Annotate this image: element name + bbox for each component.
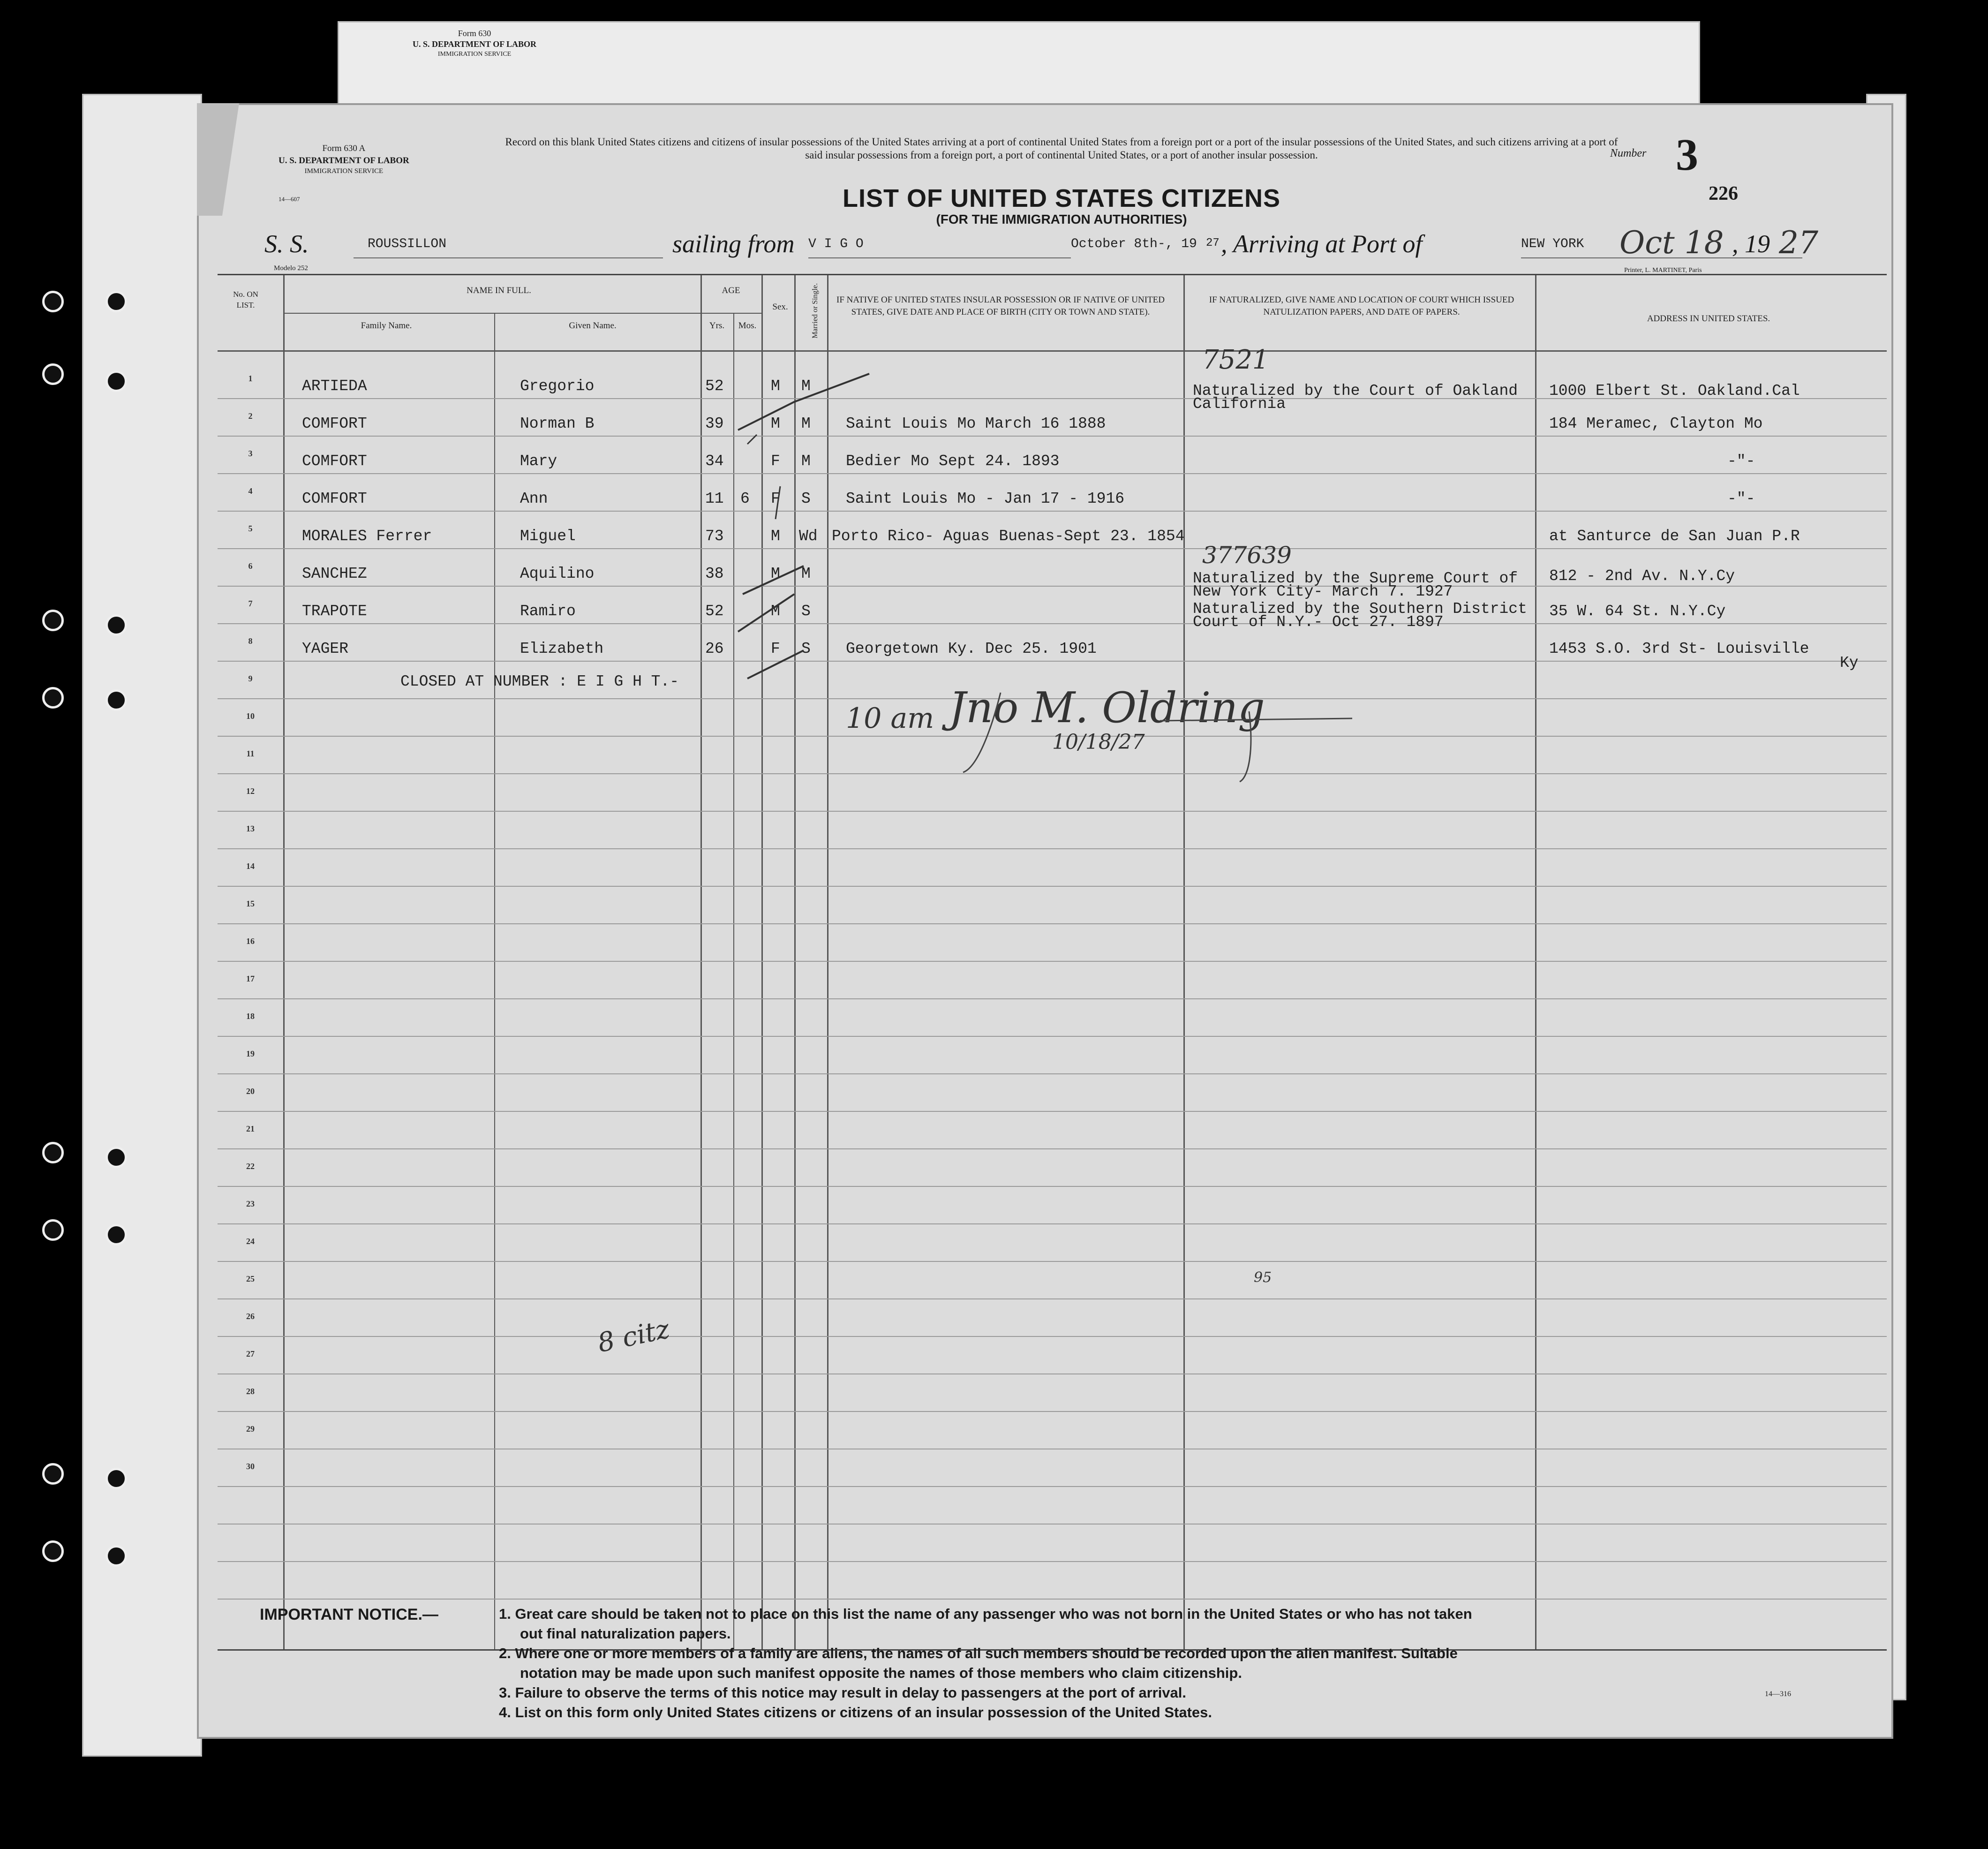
header-sex: Sex. xyxy=(772,302,788,312)
row-number: 7 xyxy=(248,599,253,608)
row-rule xyxy=(218,961,1887,962)
voyage-line xyxy=(264,225,1905,262)
naturalization-line1: Naturalized by the Southern District xyxy=(1193,600,1527,618)
row-number: 14 xyxy=(246,861,255,871)
row-number: 26 xyxy=(246,1312,255,1321)
department-name: U. S. DEPARTMENT OF LABOR xyxy=(279,155,409,166)
marital-status: S xyxy=(801,640,811,657)
marital-status: S xyxy=(801,603,811,620)
given-name: Aquilino xyxy=(520,565,595,582)
age-years: 73 xyxy=(705,528,724,545)
inspector-signature: Jno M. Oldring xyxy=(949,683,1265,732)
age-years: 11 xyxy=(705,490,724,507)
citizen-count-note: 8 citz xyxy=(595,1313,672,1359)
check-marks-icon xyxy=(729,369,888,707)
sailing-year: 27 xyxy=(1206,237,1220,249)
row-rule xyxy=(218,1599,1887,1600)
row-number: 13 xyxy=(246,824,255,833)
binder-hole-icon xyxy=(105,1468,127,1489)
header-rule xyxy=(218,350,1887,352)
arrival-port: NEW YORK xyxy=(1521,237,1584,251)
row-rule xyxy=(218,1411,1887,1412)
binder-hole-icon xyxy=(105,689,127,711)
row-number: 29 xyxy=(246,1424,255,1434)
header-age: AGE xyxy=(722,286,740,295)
header-place-of-birth: IF NATIVE OF UNITED STATES INSULAR POSSESSION OR IF NATIVE OF UNITED STATES, GIVE DATE AND PLACE OF BIRTH (CITY OR TOWN AND STATE). xyxy=(836,295,1165,317)
place-of-birth: Saint Louis Mo - Jan 17 - 1916 xyxy=(846,490,1125,507)
arrival-year-handwritten: 27 xyxy=(1779,225,1818,261)
passenger-row xyxy=(218,640,1887,678)
us-address-line2: Ky xyxy=(1840,654,1859,672)
port-from: V I G O xyxy=(808,237,864,251)
row-number: 17 xyxy=(246,974,255,983)
bottom-form-code: 14—316 xyxy=(1765,1690,1791,1698)
marital-status: M xyxy=(801,377,811,395)
family-name: MORALES Ferrer xyxy=(302,528,432,545)
notice-item-2: 2. Where one or more members of a family are aliens, the names of all such members should be recorded upon the alien manifest. Suitable xyxy=(499,1645,1458,1661)
passenger-row xyxy=(218,345,1887,415)
form-number: Form 630 A xyxy=(322,143,366,153)
age-years: 39 xyxy=(705,415,724,432)
row-rule xyxy=(218,1036,1887,1037)
binder-hole-icon xyxy=(42,1463,64,1485)
row-rule xyxy=(218,1261,1887,1262)
header-married-single: Married or Single. xyxy=(811,283,820,339)
age-years: 52 xyxy=(705,603,724,620)
family-name: COMFORT xyxy=(302,490,367,507)
underlying-form-label xyxy=(413,28,536,59)
binder-hole-icon xyxy=(42,1540,64,1562)
marital-status: M xyxy=(801,415,811,432)
family-name: ARTIEDA xyxy=(302,377,367,395)
given-name: Miguel xyxy=(520,528,576,545)
torn-corner xyxy=(197,103,239,216)
row-number: 30 xyxy=(246,1462,255,1471)
row-rule xyxy=(218,1223,1887,1224)
binder-hole-icon xyxy=(105,291,127,312)
header-naturalization: IF NATURALIZED, GIVE NAME AND LOCATION OF COURT WHICH ISSUED NATULIZATION PAPERS, AND DATE OF PAPERS. xyxy=(1209,295,1514,317)
sex: M xyxy=(771,415,780,432)
row-rule xyxy=(218,811,1887,812)
header-mos: Mos. xyxy=(738,321,757,331)
sex: M xyxy=(771,603,780,620)
row-number: 28 xyxy=(246,1387,255,1396)
given-name: Ramiro xyxy=(520,603,576,620)
passenger-row xyxy=(218,542,1887,603)
ship-name: ROUSSILLON xyxy=(368,237,447,251)
naturalization-cert-number: 377639 xyxy=(1202,542,1292,569)
us-address: -"- xyxy=(1727,453,1755,470)
signature-date: 10/18/27 xyxy=(1052,730,1145,754)
modelo-label: Modelo 252 xyxy=(274,264,308,272)
service-name: IMMIGRATION SERVICE xyxy=(304,167,384,175)
us-address: 1453 S.O. 3rd St- Louisville xyxy=(1549,640,1809,657)
sex: F xyxy=(771,640,780,657)
passenger-row xyxy=(218,415,1887,453)
notice-item-4: 4. List on this form only United States citizens or citizens of an insular possession of the United States. xyxy=(499,1704,1212,1721)
row-rule xyxy=(218,1298,1887,1299)
form-subtitle: (FOR THE IMMIGRATION AUTHORITIES) xyxy=(936,212,1187,226)
passenger-row xyxy=(218,600,1887,640)
family-name: COMFORT xyxy=(302,415,367,432)
notice-item-3: 3. Failure to observe the terms of this notice may result in delay to passengers at the port of arrival. xyxy=(499,1684,1187,1701)
passenger-row xyxy=(218,453,1887,490)
naturalization-line2: New York City- March 7. 1927 xyxy=(1193,583,1453,600)
family-name: SANCHEZ xyxy=(302,565,367,582)
notice-item-1-cont: out final naturalization papers. xyxy=(520,1625,731,1642)
marital-status: M xyxy=(801,453,811,470)
printer-label: Printer, L. MARTINET, Paris xyxy=(1624,267,1702,274)
given-name: Norman B xyxy=(520,415,595,432)
naturalization-line1: Naturalized by the Court of Oakland xyxy=(1193,382,1518,400)
arrival-time-note: 10 am xyxy=(846,702,934,735)
row-number: 2 xyxy=(248,411,253,421)
signature-flourish-icon xyxy=(949,674,1371,786)
passenger-row xyxy=(218,528,1887,565)
sailing-date: October 8th-, 19 xyxy=(1071,237,1197,251)
row-number: 8 xyxy=(248,636,253,646)
row-rule xyxy=(218,923,1887,924)
naturalization-line2: California xyxy=(1193,395,1286,413)
sailing-label: sailing from xyxy=(672,230,795,258)
number-value: 3 xyxy=(1676,129,1698,180)
marital-status: M xyxy=(801,565,811,582)
header-family-name: Family Name. xyxy=(361,321,412,331)
arrival-year-prefix: , 19 xyxy=(1732,230,1770,258)
place-of-birth: Georgetown Ky. Dec 25. 1901 xyxy=(846,640,1097,657)
age-years: 38 xyxy=(705,565,724,582)
instructions: Record on this blank United States citizens and citizens of insular possessions of the United States arriving at a port of continental United States from a foreign port or a port of the insular possessions of the United States, and such citizens arriving at a port of said insular possessions from a foreign port, a port of continental United States, or a port of another insular possession. xyxy=(505,136,1618,161)
given-name: Ann xyxy=(520,490,548,507)
underlying-form-number: Form 630 xyxy=(458,29,491,38)
row-rule xyxy=(218,886,1887,887)
row-number: 16 xyxy=(246,936,255,946)
sex: F xyxy=(771,453,780,470)
naturalization-line1: Naturalized by the Supreme Court of xyxy=(1193,570,1518,587)
row-number: 23 xyxy=(246,1199,255,1208)
row-number: 19 xyxy=(246,1049,255,1058)
binder-hole-icon xyxy=(42,291,64,312)
row-number: 9 xyxy=(248,674,253,683)
row-number: 3 xyxy=(248,449,253,458)
binder-hole-icon xyxy=(42,610,64,631)
row-number: 24 xyxy=(246,1237,255,1246)
row-rule xyxy=(218,1111,1887,1112)
binder-hole-icon xyxy=(42,1219,64,1241)
marital-status: S xyxy=(801,490,811,507)
row-rule xyxy=(218,848,1887,849)
given-name: Mary xyxy=(520,453,557,470)
row-rule xyxy=(218,1148,1887,1149)
binder-hole-icon xyxy=(105,1147,127,1168)
underlying-department: U. S. DEPARTMENT OF LABOR xyxy=(413,39,537,49)
row-rule xyxy=(218,1486,1887,1487)
age-months: 6 xyxy=(740,490,750,507)
background-sheet-left xyxy=(82,94,202,1757)
form-code: 14—607 xyxy=(279,195,300,203)
row-number: 10 xyxy=(246,711,255,721)
family-name: TRAPOTE xyxy=(302,603,367,620)
age-years: 52 xyxy=(705,377,724,395)
form-id-block xyxy=(279,143,409,203)
binder-hole-icon xyxy=(105,1224,127,1245)
binder-hole-icon xyxy=(42,363,64,385)
row-number: 1 xyxy=(248,374,253,383)
row-number: 21 xyxy=(246,1124,255,1133)
name-subheader-rule xyxy=(283,313,700,314)
row-number: 6 xyxy=(248,561,253,571)
port-from-underline xyxy=(808,257,1071,258)
form-title: LIST OF UNITED STATES CITIZENS xyxy=(843,184,1280,212)
binder-hole-icon xyxy=(105,370,127,392)
family-name: YAGER xyxy=(302,640,349,657)
passenger-row xyxy=(218,490,1887,528)
us-address: 812 - 2nd Av. N.Y.Cy xyxy=(1549,567,1735,585)
binder-hole-icon xyxy=(42,687,64,709)
binder-hole-icon xyxy=(42,1142,64,1163)
sex: M xyxy=(771,377,780,395)
number-label: Number xyxy=(1610,147,1647,159)
header-given-name: Given Name. xyxy=(569,321,617,331)
ss-label: S. S. xyxy=(264,230,309,258)
header-no-on-list: No. ON LIST. xyxy=(233,290,258,309)
closing-statement: CLOSED AT NUMBER : E I G H T.- xyxy=(400,673,679,690)
arrival-date-handwritten: Oct 18 xyxy=(1619,225,1724,261)
us-address: 35 W. 64 St. N.Y.Cy xyxy=(1549,603,1726,620)
binder-hole-icon xyxy=(105,614,127,636)
row-number: 22 xyxy=(246,1162,255,1171)
manifest-sheet xyxy=(197,103,1893,1739)
row-rule xyxy=(218,998,1887,999)
row-rule xyxy=(218,1073,1887,1074)
row-number: 12 xyxy=(246,786,255,796)
header-yrs: Yrs. xyxy=(709,321,725,331)
page-number: 226 xyxy=(1709,183,1738,204)
notice-item-2-cont: notation may be made upon such manifest opposite the names of those members who claim citizenship. xyxy=(520,1665,1242,1681)
given-name: Elizabeth xyxy=(520,640,604,657)
stamp-mark: 95 xyxy=(1254,1269,1272,1286)
place-of-birth: Bedier Mo Sept 24. 1893 xyxy=(846,453,1060,470)
row-rule xyxy=(218,1336,1887,1337)
header-address: ADDRESS IN UNITED STATES. xyxy=(1647,314,1770,324)
underlying-service: IMMIGRATION SERVICE xyxy=(437,50,512,58)
naturalization-line2: Court of N.Y.- Oct 27. 1897 xyxy=(1193,613,1444,631)
family-name: COMFORT xyxy=(302,453,367,470)
age-subheader-rule xyxy=(700,313,761,314)
us-address: 1000 Elbert St. Oakland.Cal xyxy=(1549,382,1800,400)
age-years: 34 xyxy=(705,453,724,470)
us-address: -"- xyxy=(1727,490,1755,507)
marital-status: Wd xyxy=(799,528,818,545)
sex: M xyxy=(771,565,780,582)
header-name-in-full: NAME IN FULL. xyxy=(467,286,531,295)
row-number: 20 xyxy=(246,1087,255,1096)
us-address: 184 Meramec, Clayton Mo xyxy=(1549,415,1763,432)
us-address: at Santurce de San Juan P.R xyxy=(1549,528,1800,545)
naturalization-cert-number: 7521 xyxy=(1202,345,1269,375)
row-number: 5 xyxy=(248,524,253,533)
row-number: 18 xyxy=(246,1011,255,1021)
row-number: 11 xyxy=(246,749,255,758)
row-number: 25 xyxy=(246,1274,255,1283)
ship-underline xyxy=(354,257,663,258)
place-of-birth: Porto Rico- Aguas Buenas-Sept 23. 1854 xyxy=(832,528,1185,545)
age-years: 26 xyxy=(705,640,724,657)
row-number: 4 xyxy=(248,486,253,496)
notice-item-1: 1. Great care should be taken not to place on this list the name of any passenger who was not born in the United States or who has not taken xyxy=(499,1606,1472,1622)
row-rule xyxy=(218,1186,1887,1187)
row-rule xyxy=(218,1561,1887,1562)
arriving-label: , Arriving at Port of xyxy=(1221,230,1423,258)
place-of-birth: Saint Louis Mo March 16 1888 xyxy=(846,415,1106,432)
binder-hole-icon xyxy=(105,1545,127,1567)
given-name: Gregorio xyxy=(520,377,595,395)
sex: M xyxy=(771,528,780,545)
manifest-table xyxy=(218,274,1887,1651)
row-number: 15 xyxy=(246,899,255,908)
row-number: 27 xyxy=(246,1349,255,1358)
notice-heading: IMPORTANT NOTICE.— xyxy=(260,1606,438,1623)
sex: F xyxy=(771,490,780,507)
